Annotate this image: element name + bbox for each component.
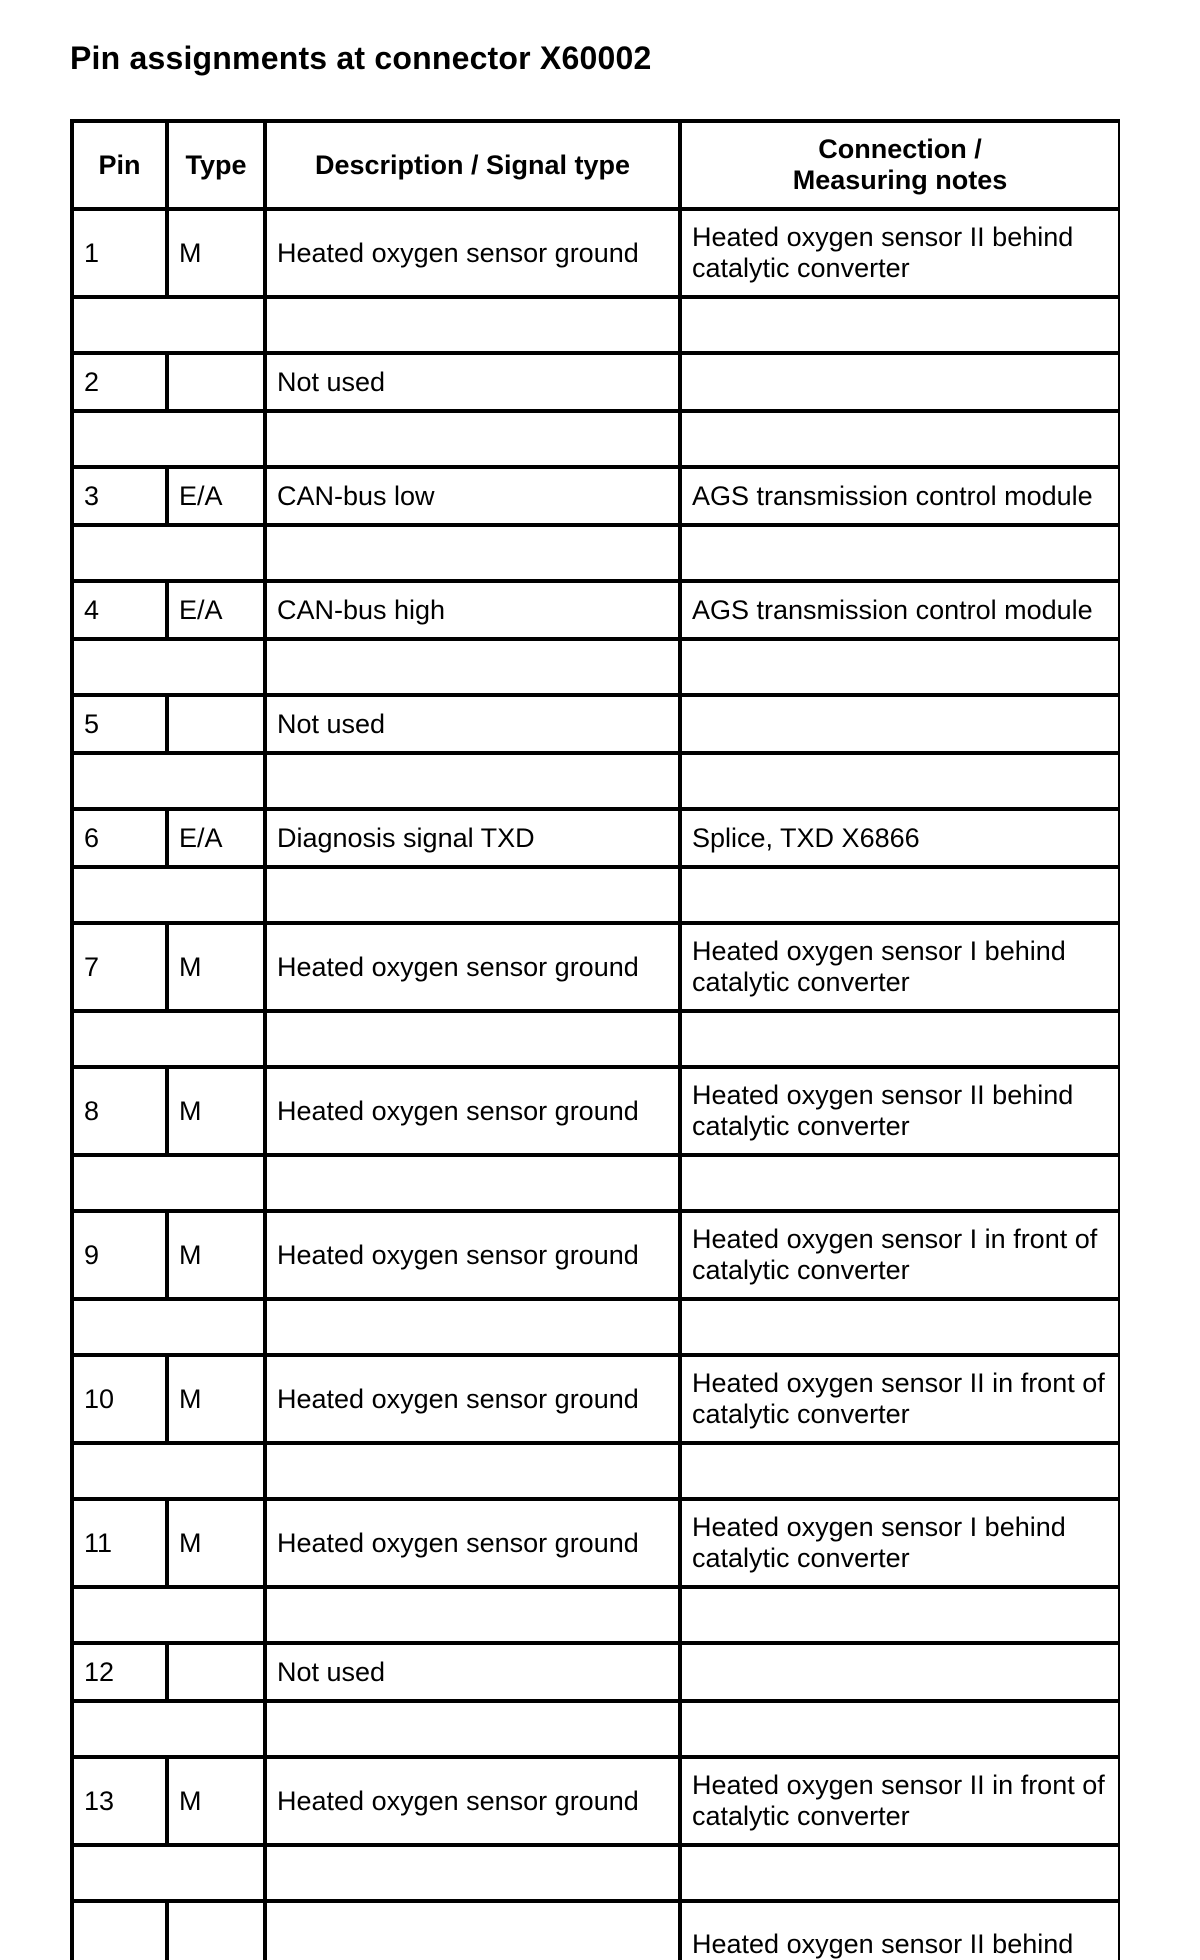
description-cell: CAN-bus high (265, 581, 680, 639)
spacer-cell-description (265, 297, 680, 353)
header-connection (680, 121, 1120, 209)
connection-cell: Heated oxygen sensor II behind catalytic converter (680, 1067, 1120, 1155)
description-cell: Not used (265, 353, 680, 411)
pin-cell: 4 (72, 581, 167, 639)
type-cell: E/A (167, 467, 265, 525)
pin-cell (72, 1901, 167, 1960)
spacer-row (72, 297, 1120, 353)
pin-cell: 1 (72, 209, 167, 297)
spacer-cell-pin-type (72, 1701, 265, 1757)
spacer-cell-connection (680, 1587, 1120, 1643)
spacer-row (72, 1587, 1120, 1643)
spacer-cell-connection (680, 1443, 1120, 1499)
spacer-cell-pin-type (72, 525, 265, 581)
spacer-row (72, 867, 1120, 923)
spacer-cell-connection (680, 1011, 1120, 1067)
description-cell (265, 1901, 680, 1960)
spacer-row (72, 753, 1120, 809)
spacer-cell-connection (680, 753, 1120, 809)
type-cell: M (167, 1355, 265, 1443)
type-cell: M (167, 1211, 265, 1299)
connection-cell (680, 353, 1120, 411)
connection-cell: Heated oxygen sensor I in front of catalytic converter (680, 1211, 1120, 1299)
table-row (72, 1355, 1120, 1443)
connection-cell: Heated oxygen sensor II in front of catalytic converter (680, 1355, 1120, 1443)
table-row (72, 695, 1120, 753)
pin-cell: 5 (72, 695, 167, 753)
description-cell: Heated oxygen sensor ground (265, 923, 680, 1011)
header-connection-line1: Connection / (818, 134, 982, 164)
connection-cell: AGS transmission control module (680, 467, 1120, 525)
spacer-cell-pin-type (72, 1011, 265, 1067)
pin-cell: 3 (72, 467, 167, 525)
table-row (72, 1067, 1120, 1155)
table-row (72, 1211, 1120, 1299)
table-row (72, 581, 1120, 639)
description-cell: Heated oxygen sensor ground (265, 209, 680, 297)
table-header-row (72, 121, 1120, 209)
spacer-cell-description (265, 1155, 680, 1211)
pin-cell: 12 (72, 1643, 167, 1701)
spacer-cell-connection (680, 1299, 1120, 1355)
spacer-cell-description (265, 1011, 680, 1067)
spacer-cell-pin-type (72, 1299, 265, 1355)
spacer-cell-pin-type (72, 1443, 265, 1499)
spacer-cell-connection (680, 639, 1120, 695)
connection-cell: Heated oxygen sensor II behind catalytic converter (680, 209, 1120, 297)
pin-cell: 2 (72, 353, 167, 411)
spacer-cell-pin-type (72, 297, 265, 353)
table-row-partial (72, 1901, 1120, 1960)
pin-cell: 10 (72, 1355, 167, 1443)
header-pin: Pin (72, 121, 167, 209)
table-body (72, 209, 1120, 1960)
spacer-cell-connection (680, 297, 1120, 353)
spacer-cell-description (265, 639, 680, 695)
type-cell (167, 695, 265, 753)
type-cell: M (167, 1499, 265, 1587)
pin-cell: 8 (72, 1067, 167, 1155)
spacer-cell-pin-type (72, 1845, 265, 1901)
spacer-row (72, 1845, 1120, 1901)
spacer-cell-connection (680, 525, 1120, 581)
connection-cell: Heated oxygen sensor II in front of catalytic converter (680, 1757, 1120, 1845)
table-row (72, 923, 1120, 1011)
table-row (72, 209, 1120, 297)
spacer-cell-connection (680, 1155, 1120, 1211)
type-cell: M (167, 209, 265, 297)
description-cell: Heated oxygen sensor ground (265, 1499, 680, 1587)
header-description: Description / Signal type (265, 121, 680, 209)
connection-cell (680, 1643, 1120, 1701)
type-cell: M (167, 923, 265, 1011)
spacer-cell-pin-type (72, 1587, 265, 1643)
pin-table-container (70, 119, 1120, 1960)
table-row (72, 1757, 1120, 1845)
description-cell: CAN-bus low (265, 467, 680, 525)
spacer-row (72, 1443, 1120, 1499)
spacer-cell-connection (680, 1701, 1120, 1757)
spacer-cell-connection (680, 1845, 1120, 1901)
pin-cell: 7 (72, 923, 167, 1011)
spacer-cell-pin-type (72, 753, 265, 809)
connection-cell (680, 695, 1120, 753)
description-cell: Heated oxygen sensor ground (265, 1355, 680, 1443)
description-cell: Heated oxygen sensor ground (265, 1067, 680, 1155)
spacer-row (72, 1299, 1120, 1355)
header-connection-line2: Measuring notes (792, 165, 1008, 195)
table-row (72, 809, 1120, 867)
spacer-row (72, 525, 1120, 581)
type-cell: E/A (167, 809, 265, 867)
pin-cell: 13 (72, 1757, 167, 1845)
spacer-cell-pin-type (72, 411, 265, 467)
pin-cell: 6 (72, 809, 167, 867)
table-row (72, 1643, 1120, 1701)
spacer-row (72, 1155, 1120, 1211)
spacer-row (72, 1011, 1120, 1067)
table-row (72, 1499, 1120, 1587)
spacer-cell-description (265, 1299, 680, 1355)
type-cell: M (167, 1757, 265, 1845)
type-cell (167, 1643, 265, 1701)
description-cell: Diagnosis signal TXD (265, 809, 680, 867)
table-row (72, 467, 1120, 525)
type-cell: E/A (167, 581, 265, 639)
spacer-row (72, 639, 1120, 695)
connection-cell: Heated oxygen sensor I behind catalytic converter (680, 923, 1120, 1011)
spacer-cell-description (265, 867, 680, 923)
connection-cell: Heated oxygen sensor I behind catalytic converter (680, 1499, 1120, 1587)
table-row (72, 353, 1120, 411)
pin-assignment-table (70, 119, 1120, 1960)
spacer-cell-pin-type (72, 639, 265, 695)
spacer-cell-pin-type (72, 1155, 265, 1211)
spacer-cell-description (265, 753, 680, 809)
type-cell: M (167, 1067, 265, 1155)
page-title: Pin assignments at connector X60002 (70, 40, 652, 76)
description-cell: Heated oxygen sensor ground (265, 1211, 680, 1299)
spacer-cell-description (265, 1443, 680, 1499)
header-type: Type (167, 121, 265, 209)
type-cell (167, 353, 265, 411)
connection-cell: Heated oxygen sensor II behind (680, 1901, 1120, 1960)
description-cell: Not used (265, 695, 680, 753)
description-cell: Heated oxygen sensor ground (265, 1757, 680, 1845)
spacer-cell-description (265, 411, 680, 467)
spacer-cell-description (265, 1587, 680, 1643)
connection-cell: Splice, TXD X6866 (680, 809, 1120, 867)
spacer-cell-connection (680, 411, 1120, 467)
spacer-row (72, 1701, 1120, 1757)
spacer-cell-description (265, 1845, 680, 1901)
spacer-cell-connection (680, 867, 1120, 923)
pin-cell: 11 (72, 1499, 167, 1587)
description-cell: Not used (265, 1643, 680, 1701)
spacer-cell-pin-type (72, 867, 265, 923)
spacer-cell-description (265, 525, 680, 581)
spacer-cell-description (265, 1701, 680, 1757)
connection-cell: AGS transmission control module (680, 581, 1120, 639)
type-cell (167, 1901, 265, 1960)
spacer-row (72, 411, 1120, 467)
pin-cell: 9 (72, 1211, 167, 1299)
